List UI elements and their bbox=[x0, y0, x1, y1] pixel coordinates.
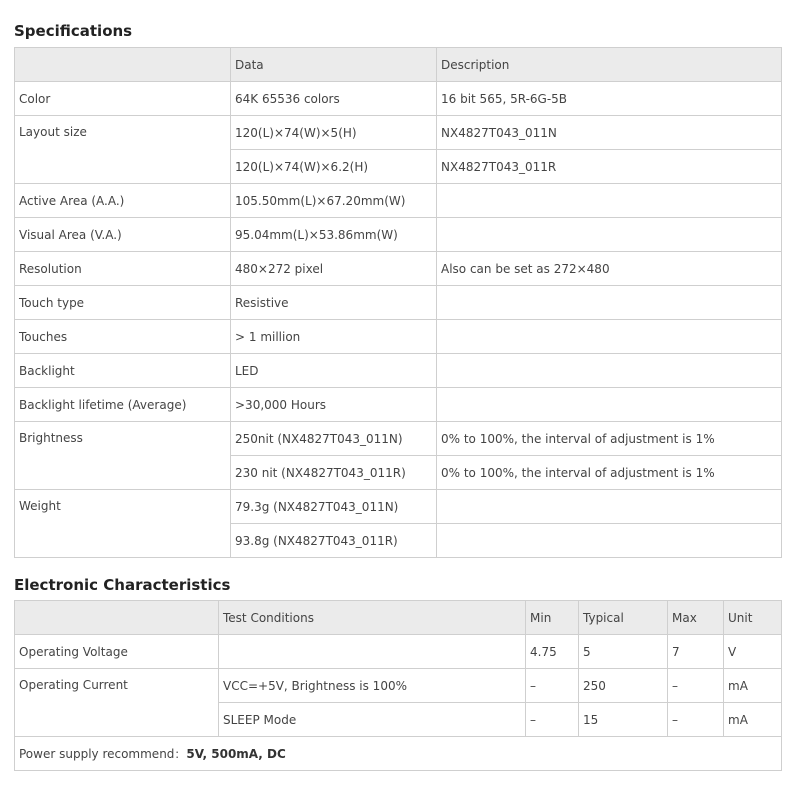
table-row bbox=[15, 320, 782, 354]
header-cell: Description bbox=[437, 48, 782, 82]
table-header-row bbox=[15, 48, 782, 82]
table-row bbox=[15, 82, 782, 116]
row-description: 0% to 100%, the interval of adjustment is 1% bbox=[437, 422, 782, 456]
max-cell: – bbox=[668, 703, 724, 737]
row-label: Operating Voltage bbox=[15, 635, 219, 669]
table-row bbox=[15, 669, 782, 703]
unit-cell: V bbox=[724, 635, 782, 669]
header-cell: Max bbox=[668, 601, 724, 635]
power-supply-note bbox=[15, 737, 782, 771]
row-label: Brightness bbox=[15, 422, 231, 490]
row-label: Layout size bbox=[15, 116, 231, 184]
header-cell: Unit bbox=[724, 601, 782, 635]
row-data: 120(L)×74(W)×6.2(H) bbox=[231, 150, 437, 184]
row-data: 93.8g (NX4827T043_011R) bbox=[231, 524, 437, 558]
row-label: Resolution bbox=[15, 252, 231, 286]
table-row bbox=[15, 116, 782, 150]
table-row bbox=[15, 635, 782, 669]
row-description bbox=[437, 524, 782, 558]
row-label: Active Area (A.A.) bbox=[15, 184, 231, 218]
row-label: Backlight bbox=[15, 354, 231, 388]
row-description: NX4827T043_011N bbox=[437, 116, 782, 150]
unit-cell: mA bbox=[724, 669, 782, 703]
row-data: 95.04mm(L)×53.86mm(W) bbox=[231, 218, 437, 252]
header-cell: Test Conditions bbox=[219, 601, 526, 635]
table-row bbox=[15, 354, 782, 388]
row-description: 0% to 100%, the interval of adjustment is 1% bbox=[437, 456, 782, 490]
row-data: 230 nit (NX4827T043_011R) bbox=[231, 456, 437, 490]
test-conditions-cell bbox=[219, 635, 526, 669]
power-supply-value: 5V, 500mA, DC bbox=[186, 747, 286, 761]
table-row bbox=[15, 737, 782, 771]
row-description: NX4827T043_011R bbox=[437, 150, 782, 184]
table-header-row bbox=[15, 601, 782, 635]
row-data: LED bbox=[231, 354, 437, 388]
power-supply-label: Power supply recommend： bbox=[19, 747, 187, 761]
row-data: > 1 million bbox=[231, 320, 437, 354]
table-row bbox=[15, 388, 782, 422]
row-description: Also can be set as 272×480 bbox=[437, 252, 782, 286]
header-cell: Data bbox=[231, 48, 437, 82]
max-cell: 7 bbox=[668, 635, 724, 669]
table-row bbox=[15, 286, 782, 320]
specifications-heading: Specifications bbox=[14, 22, 133, 40]
row-data: 120(L)×74(W)×5(H) bbox=[231, 116, 437, 150]
table-row bbox=[15, 184, 782, 218]
row-label: Touch type bbox=[15, 286, 231, 320]
row-label: Visual Area (V.A.) bbox=[15, 218, 231, 252]
row-label: Backlight lifetime (Average) bbox=[15, 388, 231, 422]
row-data: 105.50mm(L)×67.20mm(W) bbox=[231, 184, 437, 218]
header-cell bbox=[15, 601, 219, 635]
typical-cell: 5 bbox=[579, 635, 668, 669]
row-label: Color bbox=[15, 82, 231, 116]
test-conditions-cell: SLEEP Mode bbox=[219, 703, 526, 737]
row-description bbox=[437, 184, 782, 218]
row-description bbox=[437, 388, 782, 422]
table-row bbox=[15, 252, 782, 286]
row-data: 250nit (NX4827T043_011N) bbox=[231, 422, 437, 456]
row-description bbox=[437, 218, 782, 252]
row-description bbox=[437, 490, 782, 524]
min-cell: – bbox=[526, 703, 579, 737]
unit-cell: mA bbox=[724, 703, 782, 737]
row-label: Weight bbox=[15, 490, 231, 558]
row-description bbox=[437, 354, 782, 388]
row-data: Resistive bbox=[231, 286, 437, 320]
table-row bbox=[15, 218, 782, 252]
specifications-table bbox=[14, 47, 782, 558]
row-data: 64K 65536 colors bbox=[231, 82, 437, 116]
row-data: 79.3g (NX4827T043_011N) bbox=[231, 490, 437, 524]
row-label: Touches bbox=[15, 320, 231, 354]
table-row bbox=[15, 422, 782, 456]
electronic-characteristics-table bbox=[14, 600, 782, 771]
max-cell: – bbox=[668, 669, 724, 703]
header-cell: Min bbox=[526, 601, 579, 635]
row-description bbox=[437, 286, 782, 320]
min-cell: 4.75 bbox=[526, 635, 579, 669]
typical-cell: 250 bbox=[579, 669, 668, 703]
electronic-characteristics-heading: Electronic Characteristics bbox=[14, 576, 231, 594]
row-data: 480×272 pixel bbox=[231, 252, 437, 286]
header-cell bbox=[15, 48, 231, 82]
row-label: Operating Current bbox=[15, 669, 219, 737]
table-row bbox=[15, 490, 782, 524]
header-cell: Typical bbox=[579, 601, 668, 635]
row-description bbox=[437, 320, 782, 354]
min-cell: – bbox=[526, 669, 579, 703]
row-data: >30,000 Hours bbox=[231, 388, 437, 422]
row-description: 16 bit 565, 5R-6G-5B bbox=[437, 82, 782, 116]
typical-cell: 15 bbox=[579, 703, 668, 737]
test-conditions-cell: VCC=+5V, Brightness is 100% bbox=[219, 669, 526, 703]
